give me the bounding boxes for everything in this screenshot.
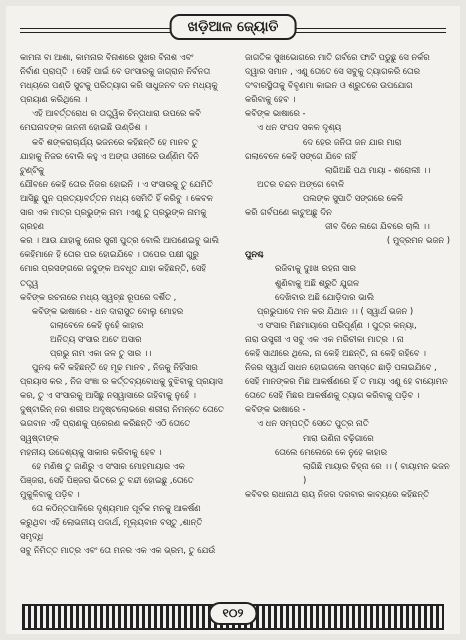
magazine-title: ଖଡ଼ିଆଳ ଜ୍ୟୋତି [170,14,297,40]
right-column [245,50,450,501]
text-line: ତୋ କଠିନ୍ତପାଳିରେ ଦୃଶ୍ୟମାନ ପୂର୍ବକ ମନକୁ ଆକର୍ଷଣ [32,503,201,513]
text-line: ଦେଖିବାର ଅଛି ଯୋଡ଼ିଦାର ଭାଲି [275,291,374,302]
text-line: ପଲଙ୍କ ସୁପାତି ସଙ୍ଗରେ କେଳି [303,192,404,203]
text-line: କବିଙ୍କ ଭାଷାରେ - [245,108,306,119]
text-line: ସାର ଏକ ମାତ୍ର ପ୍ରଭୁଙ୍କ ନାମ ।ଏଣୁ ତୁ ପ୍ରଭୁଙ୍କ ନାମକୁ ଗ୍ରହଣ [20,207,207,232]
text-line: କବିଙ୍କ ଭାଷାରେ - ଧନ ଦାରାସୁତ ବୋଲୁ ମୋହର [32,305,184,316]
text-line: କବି ଶଙ୍କରାଚାର୍ଯ୍ୟ ଭଜନରେ କହିଛନ୍ତି ହେ ମାନବ ତୁ [32,136,198,147]
text-line: ପ୍ରୟାଣ କରିଥିଲେ । [20,94,88,105]
text-line: ତୋତେ ସେହି ମିଛର ଆକର୍ଷଣକୁ ତ୍ୟାଗ କରିବାକୁ ପଡ଼ିବ । [245,390,420,401]
text-line: ହେ ମଣିଷ ତୁ ଜାଣିରୁ ଏ ସଂସାର ମୋହମାୟାର ଏକ [32,460,185,471]
page-header [20,12,446,46]
text-line: ତୋଲେ ମେଲେରେ କେ ନୁହେ କାହାର [275,446,387,457]
text-line: ପ୍ରୟାସ କର , ନିଜ ସଂଜ୍ଞା ର କର୍ତ୍ତବ୍ୟବୋଧକୁ ବୁଝିବାକୁ ପ୍ରୟାସ [20,376,223,387]
text-line: କରିବାକୁ ହେବ । [245,94,296,105]
text-line: ଏ ସଂସାର ମିଛମାୟାରେ ପରିପୂର୍ଣ୍ଣ । ପୁତ୍ର କନ୍ୟା, [257,319,417,330]
text-line: ( ମୁଦ୍ରମନ ଭଜନ ) [386,235,450,246]
text-line: ଏ ଧନ ସଂପଦ ସକଳ ଦୃଶ୍ୟ [257,122,342,133]
text-line: କର । ଆଉ ଯାହାକୁ ନୋର ସ୍ତ୍ରୀ ପୁତ୍ର ବୋଲି ଆପଣେଇବୁ ଭାଲି [20,235,219,246]
text-line: ଆସିଛୁ ପୁନ ପ୍ରତ୍ୟାବର୍ତ୍ତନ ମଧ୍ୟ ସେମିତି ହିଁ କରିବୁ । କେବଳ [20,192,213,203]
text-line: ଦେ ହେର ଜନିତା ଜନ ଯାର ମାରା [303,136,402,147]
text-line: ପୁନଶ୍ଚ କବି କହିଛନ୍ତି ହେ ମୂଢ ମାନବ , ନିଜକୁ ନିହିଁସାର [32,362,198,373]
text-line: କେହି ସାଥୀରେ ଥିଲେ, ନା କେହି ଅଛନ୍ତି, ନା କେହି ରହିବେ । [245,347,426,358]
left-column [20,50,225,557]
text-line: ଜୀବ ଦିନେ ଲଗେ ଯିବରେ ଚାଲି ।। [325,221,430,232]
text-line: ଗଲାବେଳେ କେହି ସଙ୍ଗେ ଯିବେ ନାହିଁ [245,150,357,161]
text-line: କରୁଥିବା ଏହି ଲୋଭନୀୟ ପଦାର୍ଥ, ମୂଲ୍ୟବାନ ବସ୍ତୁ ,ଶାନ୍ତି ସମୃଦ୍ଧି [20,517,203,542]
text-line: ସବୁ ନିମିତ୍ତ ମାତ୍ର ଏବଂ ତୋ ମନର ଏକ ଏକ ଭ୍ରମ, ତୁ ଯେଉଁ [20,545,216,556]
page-number: ୧୦୨ [209,602,258,625]
text-line: ଦ୍ୱାର ସମାନ , ଏଣୁ ତୋତେ ସେ ସବୁକୁ ତ୍ୟାଗକରି ତୋର [245,66,420,77]
text-line: ମହନୀୟ ଉଦ୍ଦେଶ୍ୟକୁ ସାକାର କରିବାକୁ ହେବ । [20,446,162,457]
text-line: ନାରା ଉସ୍ତ୍ରୀ ଏ ସବୁ ଏକ ଏକ ମରିଚୀକା ମାତ୍ର । ନା [245,333,404,344]
text-line: କରି ଗର୍ବପଣେ କାଟୁଅଛୁ ଦିନ [245,207,332,218]
text-line: ରଜିବାକୁ ଦୁଃଖ ରହନା ସାର [275,263,356,274]
text-line: ଅତର ଚନ୍ଦନ ଅଙ୍ଗେ ବୋଳି [257,178,344,189]
text-line: ଗଲାବେଳେ କେହି ନୁହେଁ କାହାର [50,319,144,330]
text-line: ଯାହାକୁ ନିଜର ବୋଲି କହୁ ଏ ଅଙ୍ଗ ଓରୀରେ ଉର୍ଣ୍ଣିମ ଦିନି ଟୁଣ୍ଟିକୁ [20,150,199,175]
text-line: ଅନିତ୍ୟ ସଂସାର ଅଟେ ଅସାର [50,333,142,344]
text-line: ଦଂବାରସ୍ଥିତାକୁ ବିବୃଣମା କାଇନ ଓ ଶ୍ରୁତରେ ଉପଯୋଗ [245,80,413,91]
text-line: କାମନା ବା ଆଶା, କାମନାର ବିନାଶରେ ସୁଖର ବିନାଶ ଏବଂ [20,52,194,62]
text-line: ଭଗବାନ ଏହି ପ୍ରାଣକୁ ପ୍ରେରଣ କରିଛନ୍ତି ଏଠି ତୋତେ ସ୍ୱଷ୍ଟାଙ୍କ [20,418,191,443]
text-line: ମଧ୍ୟରେ ପଣ୍ଡି ସୁଟକୁ ପରିତ୍ୟାଗ କରି ସାଧୁଜନବ ଦନ ମଧ୍ୟକୁ [20,80,218,91]
text-line: ଲାଗିଛି ମାୟାର ଚିହ୍ନା ରେ ।। ( ବାୟାମନ ଭଜନ ) [303,460,450,485]
text-line: ଦୁଷ୍ଟାରିନ୍ ନର ଶରୀର ଅଦୃଷ୍ଟଲୋଭରେ ଶରୀରା ନିମନ୍ତେ ତୋତେ [20,404,224,415]
text-line: ଏହି ଆବର୍ତ୍ତରୋଧ ର ତାତ୍ତ୍ୱିକ ଚିନ୍ତାଧାରା ଉପରେ କବି [32,108,201,119]
text-line: ଜାଗତିକ ସୁଖଭୋଗରେ ମାତି ଗର୍ବରେ ଫାଟି ପଡୁଛୁ ସେ ନର୍କର [245,52,430,62]
text-line: ସେହି ମାନଙ୍କର ମିଛ ଆକର୍ଷଣରେ ହିଁ ତ ମାୟା ଏଣୁ ହେ ବାୟୋମନ [245,376,448,387]
text-line: ଶୁଣିବାକୁ ଅଛି ଶ୍ରୁତି ଯୁଗଳ [275,277,360,288]
text-line: ମେଘନାଦଙ୍କ ଜାନନୀ ହୋଇଛି ଉଣ୍ଡିଶ । [20,122,148,133]
text-line: ପୁନଶ୍ଚ [245,249,264,260]
text-line: ଏ ଧନ ସମ୍ପତ୍ତି ସେତେ ପୁତ୍ର ନାତି [257,418,369,429]
text-line: କବିଙ୍କ ଭାଷାରେ - [245,404,306,415]
text-line: କବିଙ୍କ ରଚନାରେ ମଧ୍ୟ ସ୍ୱଚ୍ଛ ରୂପରେ ଦର୍ଶିତ , [20,291,177,302]
text-line: ମୁକୁଳିବାକୁ ପଡ଼ିବ । [20,488,80,499]
text-line: ପ୍ରଭୁ ନାମ ଏକା ଜଳ ତୁ ସାର ।। [50,347,152,358]
text-line: କବିବର ରାଧାନାଥ ରାୟ ନିଜର ଦରବାର କାବ୍ୟରେ କହିଛନ୍ତି [245,488,430,499]
text-line: ଯୌବନେ କେହି ତୋର ନିଜର ହୋଇନି । ଏ ସଂସାରକୁ ତୁ ଯେମିତି [20,178,213,189]
text-line: ପ୍ରଭୁପାଦେ ମନ କର ଯିଥାନ ।। ( ସ୍ୱାର୍ଥ ଭଜନ ) [257,305,414,316]
text-line: ନିର୍ବାଣ ପ୍ରାପ୍ତି । ସେହି ପାଇଁ ବେ ଡାଂସାରକୁ ଜାଗ୍ରାନ ନିର୍ବନତା [20,66,211,77]
document-page [6,6,460,634]
text-line: ମୋର ପ୍ରସଙ୍ଗରେ ଜଦୁଙ୍କ ଅବଧୂତ ଯାହା କହିଛନ୍ତି, ସେହି ତତ୍ତ୍ୱ [20,263,207,288]
text-line: କେହିମାନେ ହି ତୋର ପର ହୋଇଯିବେ । ତାପେର ପକ୍ଷୀ ଗୁରୁ [20,249,199,260]
text-line: କର, ତୁ ଏ ସଂସାରକୁ ଆସିଛୁ ନସ୍ୱାସାରେ ଗହିବାକୁ ନୁହେଁ । [20,390,196,401]
text-line: ମାରା ଉଣିନା ବଢ଼ିଗାରେ [303,432,374,443]
text-line: ଲାଗିଅଛି ପଥ ମାୟା - ଶରୋଲୀ ।। [325,164,431,175]
text-line: ନିଜର ସ୍ୱାର୍ଥ ସାଧନ ହୋଇଗଲେ ସମସ୍ତେ ଛାଡ଼ି ପଳାଇଯିବେ , [245,362,437,373]
text-line: ପିଞ୍ଜରା, ସେହି ପିଞ୍ଜରା ଭିତରେ ତୁ ବନ୍ଦୀ ହୋଇଛୁ ,ତୋତେ [20,474,194,485]
